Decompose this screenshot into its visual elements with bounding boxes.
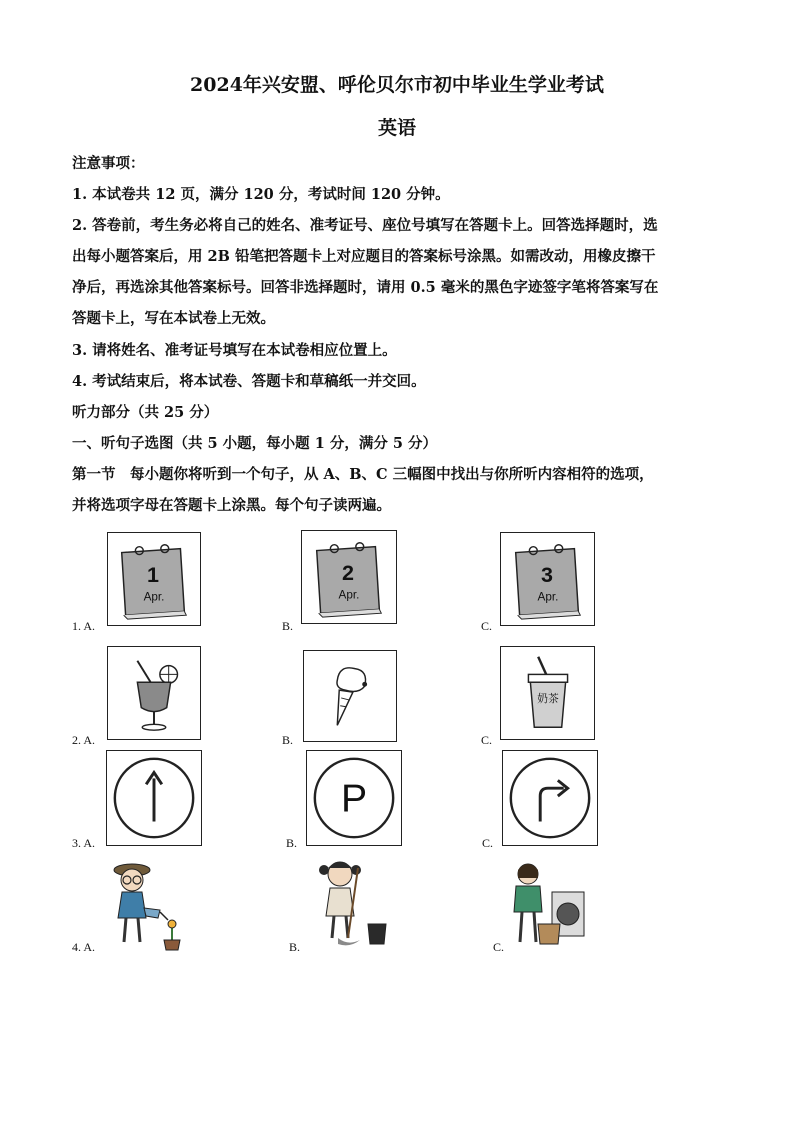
note-item-2-line-1: 2. 答卷前，考生务必将自己的姓名、准考证号、座位号填写在答题卡上。回答选择题时，选 [72, 217, 658, 234]
q4-option-c-image[interactable] [508, 854, 588, 950]
calendar-icon [501, 533, 594, 625]
exam-title: 2024年兴安盟、呼伦贝尔市初中毕业生学业考试 [190, 74, 604, 96]
woman-washing-clothes-icon [508, 854, 588, 950]
straight-arrow-sign-icon [107, 751, 201, 845]
note-item-2-line-3: 净后，再选涂其他答案标号。回答非选择题时，请用 0.5 毫米的黑色字迹签字笔将答案写在 [72, 279, 659, 296]
q2-option-c-image[interactable] [500, 646, 595, 740]
q4-option-c-label: C. [493, 940, 505, 954]
note-item-3: 3. 请将姓名、准考证号填写在本试卷相应位置上。 [72, 342, 397, 359]
q1-option-c-label: C. [481, 619, 493, 633]
q2-option-a-image[interactable] [107, 646, 201, 740]
q1-label: 1. A. [72, 619, 96, 633]
q1-option-c-image[interactable] [500, 532, 595, 626]
instruction-line-2: 并将选项字母在答题卡上涂黑。每个句子读两遍。 [72, 497, 391, 514]
sign-letter: P [340, 777, 368, 821]
calendar-day: 3 [541, 562, 553, 587]
q3-option-b-label: B. [286, 836, 298, 850]
q2-label: 2. A. [72, 733, 96, 747]
notes-heading: 注意事项： [72, 155, 145, 172]
q4-label: 4. A. [72, 940, 96, 954]
girl-mopping-floor-icon [310, 854, 392, 950]
note-item-1: 1. 本试卷共 12 页，满分 120 分，考试时间 120 分钟。 [72, 186, 450, 203]
q3-option-c-image[interactable] [502, 750, 598, 846]
note-item-2-line-2: 出每小题答案后，用 2B 铅笔把答题卡上对应题目的答案标号涂黑。如需改动，用橡皮擦干 [72, 248, 656, 265]
cup-text: 奶茶 [537, 691, 559, 705]
calendar-day: 1 [147, 562, 160, 587]
q4-option-a-image[interactable] [104, 856, 188, 952]
q2-option-b-label: B. [282, 733, 294, 747]
milk-tea-cup-icon [501, 647, 594, 739]
right-turn-sign-icon [503, 751, 597, 845]
q4-option-b-image[interactable] [310, 854, 392, 950]
calendar-month: Apr. [537, 590, 559, 604]
calendar-day: 2 [342, 560, 355, 585]
section-one-title: 一、听句子选图（共 5 小题，每小题 1 分，满分 5 分） [72, 435, 438, 452]
q3-option-a-image[interactable] [106, 750, 202, 846]
ice-cream-icon [304, 651, 396, 741]
q1-option-b-image[interactable] [301, 530, 397, 624]
q3-label: 3. A. [72, 836, 96, 850]
q3-option-b-image[interactable] [306, 750, 402, 846]
q3-option-c-label: C. [482, 836, 494, 850]
q1-option-b-label: B. [282, 619, 294, 633]
juice-glass-icon [108, 647, 200, 739]
instruction-line-1: 第一节 每小题你将听到一个句子，从 A、B、C 三幅图中找出与你所听内容相符的选项， [72, 466, 654, 483]
parking-sign-icon [307, 751, 401, 845]
q2-option-c-label: C. [481, 733, 493, 747]
subject-title: 英语 [377, 117, 416, 139]
note-item-4: 4. 考试结束后，将本试卷、答题卡和草稿纸一并交回。 [72, 373, 426, 390]
q1-option-a-image[interactable] [107, 532, 201, 626]
q4-option-b-label: B. [289, 940, 301, 954]
girl-watering-flowers-icon [104, 856, 188, 952]
calendar-month: Apr. [143, 590, 165, 604]
q2-option-b-image[interactable] [303, 650, 397, 742]
note-item-2-line-4: 答题卡上，写在本试卷上无效。 [72, 310, 275, 327]
calendar-icon [108, 533, 200, 625]
calendar-month: Apr. [338, 588, 360, 602]
calendar-icon [302, 531, 396, 623]
listening-part-title: 听力部分（共 25 分） [72, 404, 219, 421]
